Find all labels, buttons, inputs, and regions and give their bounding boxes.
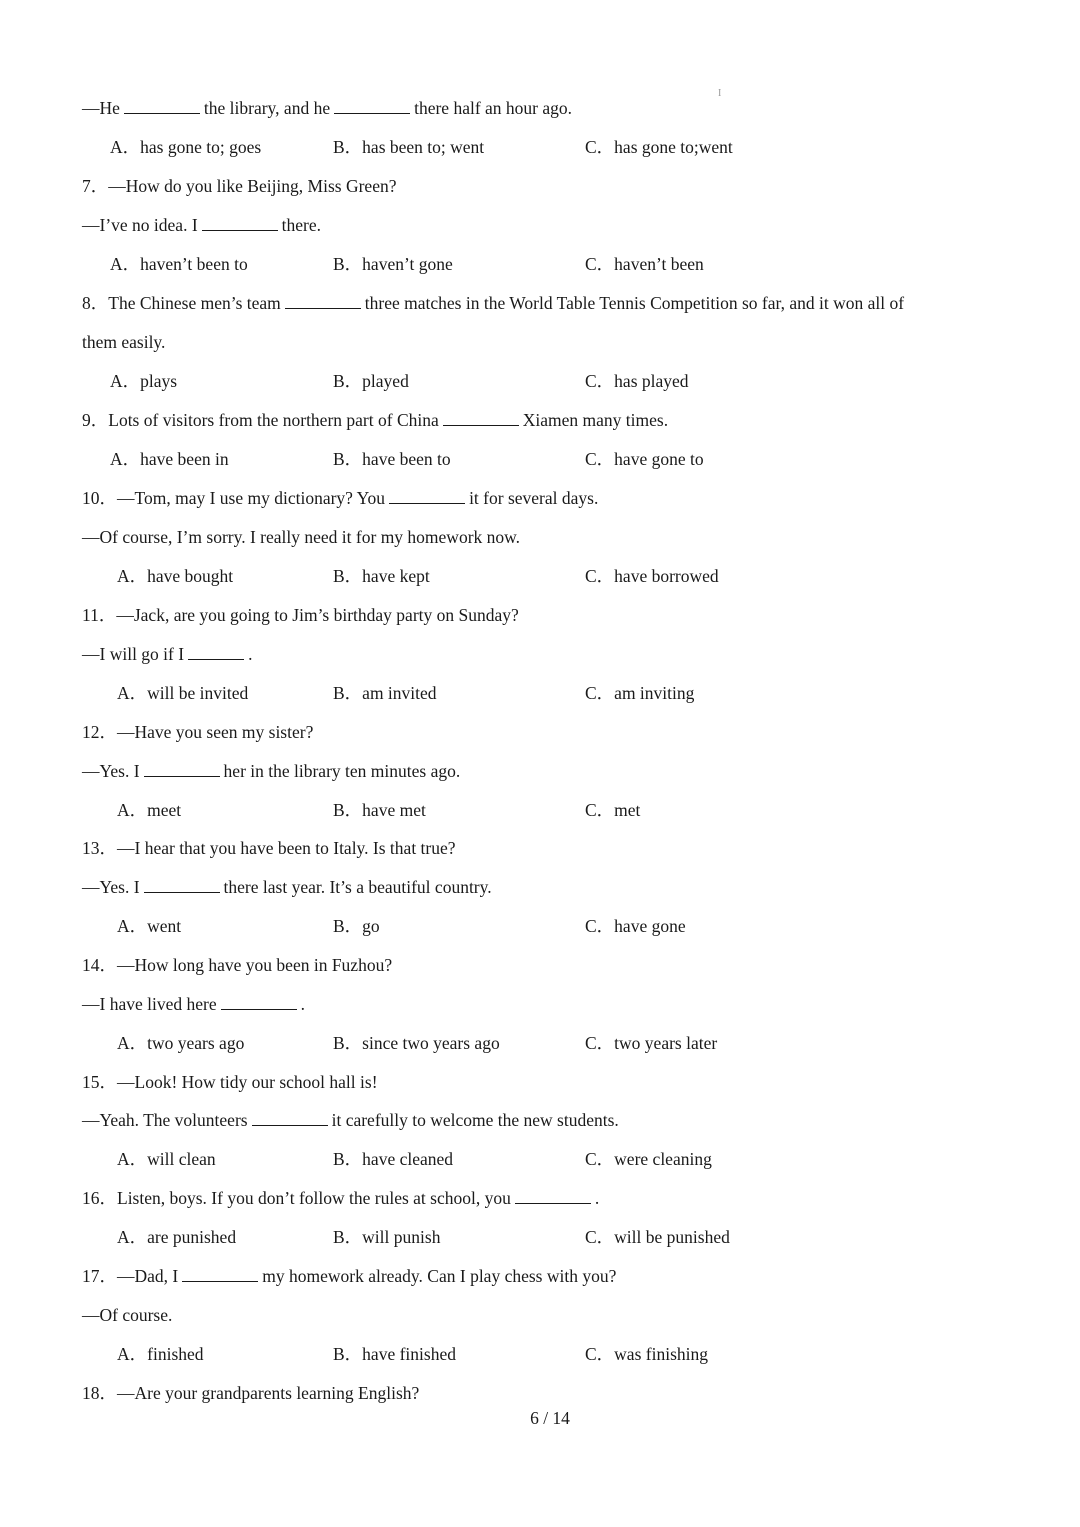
answer-line: —I’ve no idea. I there. [82, 215, 322, 235]
option-a: A．two years ago [117, 1033, 245, 1053]
option-a: A．will be invited [117, 683, 249, 703]
option-a: A．have bought [117, 566, 234, 586]
question-stem: 9．Lots of visitors from the northern part of China Xiamen many times. [82, 410, 669, 430]
question-stem: 17．—Dad, I my homework already. Can I play chess with you? [82, 1266, 617, 1286]
option-c: C．haven’t been [585, 254, 704, 274]
option-b: B．will punish [333, 1227, 441, 1247]
option-b: B．played [333, 371, 409, 391]
answer-line: —Yes. I there last year. It’s a beautiful country. [82, 877, 492, 897]
answer-blank [285, 293, 361, 309]
question-stem: 8．The Chinese men’s team three matches in the World Table Tennis Competition so far, and it won all of [82, 293, 905, 313]
answer-blank [389, 488, 465, 504]
option-a: A．has gone to; goes [110, 137, 262, 157]
option-b: B．since two years ago [333, 1033, 500, 1053]
option-b: B．go [333, 916, 380, 936]
question-stem-continued: them easily. [82, 332, 166, 352]
option-c: C．met [585, 800, 641, 820]
option-a: A．finished [117, 1344, 204, 1364]
answer-line: —I will go if I . [82, 644, 253, 664]
answer-line: —Of course, I’m sorry. I really need it for my homework now. [82, 527, 521, 547]
option-a: A．are punished [117, 1227, 237, 1247]
option-a: A．haven’t been to [110, 254, 248, 274]
option-c: C．have gone to [585, 449, 704, 469]
question-stem: 15．—Look! How tidy our school hall is! [82, 1072, 378, 1092]
question-stem: 16．Listen, boys. If you don’t follow the rules at school, you . [82, 1188, 600, 1208]
answer-line: —Of course. [82, 1305, 173, 1325]
option-b: B．has been to; went [333, 137, 485, 157]
option-c: C．will be punished [585, 1227, 730, 1247]
option-a: A．went [117, 916, 182, 936]
option-c: C．has gone to;went [585, 137, 733, 157]
option-c: C．have gone [585, 916, 686, 936]
answer-blank [182, 1266, 258, 1282]
q6-answer-line: —He the library, and he there half an hour ago. [82, 98, 573, 118]
answer-blank [188, 644, 244, 660]
option-c: C．two years later [585, 1033, 718, 1053]
option-c: C．am inviting [585, 683, 695, 703]
option-a: A．plays [110, 371, 178, 391]
option-b: B．have met [333, 800, 426, 820]
option-b: B．have finished [333, 1344, 456, 1364]
question-stem: 7．—How do you like Beijing, Miss Green? [82, 176, 397, 196]
answer-blank [252, 1110, 328, 1126]
answer-blank [443, 410, 519, 426]
question-stem: 10．—Tom, may I use my dictionary? You it for several days. [82, 488, 599, 508]
question-stem: 13．—I hear that you have been to Italy. Is that true? [82, 838, 456, 858]
answer-blank [515, 1188, 591, 1204]
option-c: C．was finishing [585, 1344, 708, 1364]
option-b: B．have been to [333, 449, 451, 469]
option-b: B．have kept [333, 566, 430, 586]
answer-blank [144, 877, 220, 893]
option-a: A．have been in [110, 449, 229, 469]
answer-line: —Yeah. The volunteers it carefully to welcome the new students. [82, 1110, 619, 1130]
option-c: C．have borrowed [585, 566, 719, 586]
answer-blank [144, 761, 220, 777]
corner-mark: I [718, 88, 722, 99]
option-b: B．have cleaned [333, 1149, 454, 1169]
question-stem: 12．—Have you seen my sister? [82, 722, 314, 742]
answer-line: —I have lived here . [82, 994, 305, 1014]
option-b: B．haven’t gone [333, 254, 453, 274]
answer-blank [334, 98, 410, 114]
question-stem: 11．—Jack, are you going to Jim’s birthday party on Sunday? [82, 605, 519, 625]
option-c: C．were cleaning [585, 1149, 712, 1169]
option-a: A．meet [117, 800, 182, 820]
option-b: B．am invited [333, 683, 437, 703]
answer-blank [124, 98, 200, 114]
option-c: C．has played [585, 371, 689, 391]
page-number: 6 / 14 [530, 1408, 570, 1428]
question-stem: 14．—How long have you been in Fuzhou? [82, 955, 393, 975]
answer-line: —Yes. I her in the library ten minutes ago. [82, 761, 461, 781]
answer-blank [221, 994, 297, 1010]
question-stem: 18．—Are your grandparents learning English? [82, 1383, 420, 1403]
option-a: A．will clean [117, 1149, 216, 1169]
answer-blank [202, 215, 278, 231]
